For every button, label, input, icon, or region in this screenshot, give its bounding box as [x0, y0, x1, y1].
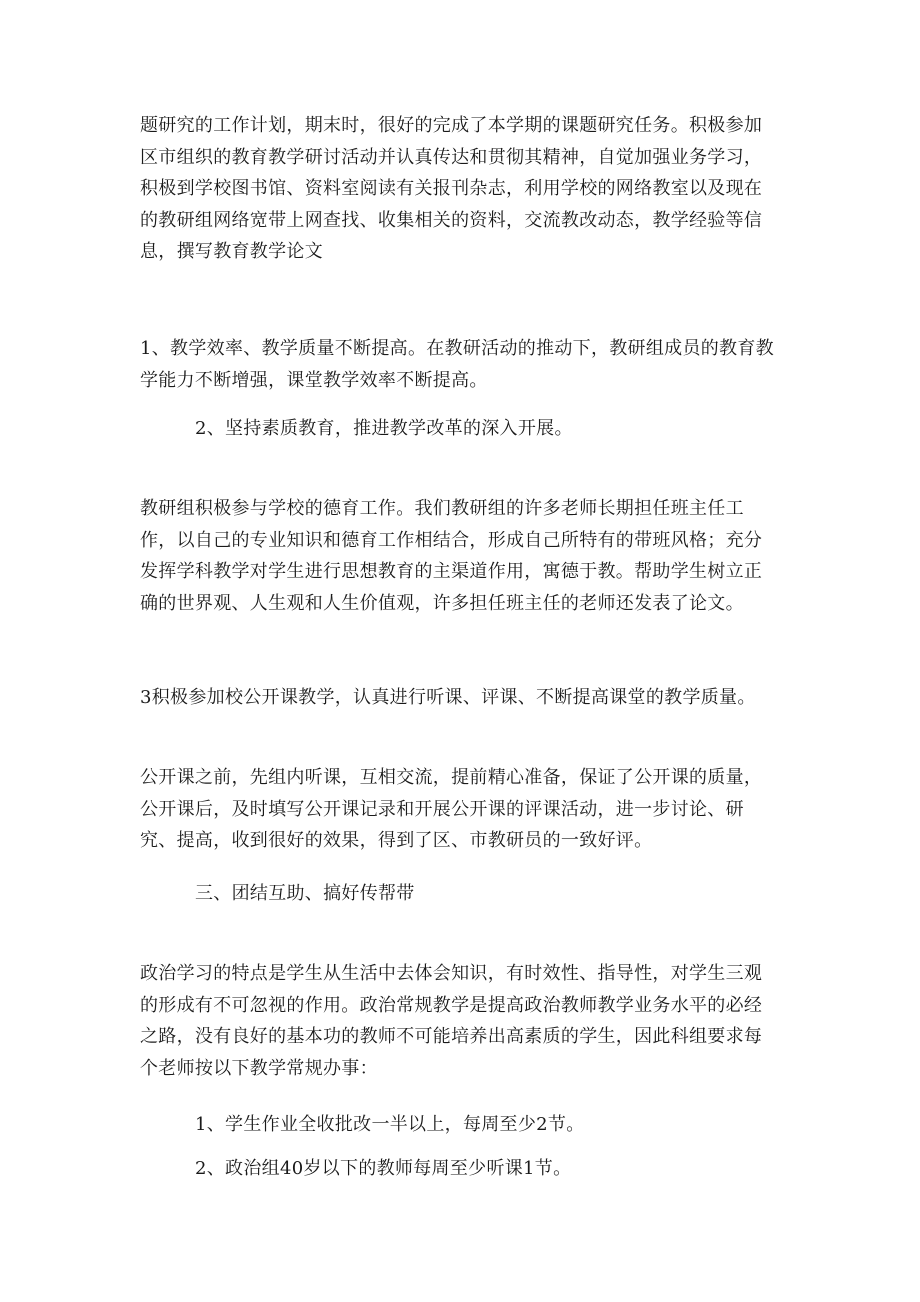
section-heading-mutual-help: 三、团结互助、搞好传帮带 [195, 883, 415, 904]
paragraph-open-class: 3积极参加校公开课教学，认真进行听课、评课、不断提高课堂的教学质量。 [140, 687, 756, 708]
paragraph-politics-study: 政治学习的特点是学生从生活中去体会知识，有时效性、指导性，对学生三观的形成有不可忽视的作用。政治常规教学是提高政治教师教学业务水平的必经之路，没有良好的基本功的教师不可能培养出高素质的学生，因此科组要求每个老师按以下教学常规办事： [140, 963, 763, 1079]
list-item-lesson-observation: 2、政治组40岁以下的教师每周至少听课1节。 [195, 1158, 572, 1179]
paragraph-moral-education: 教研组积极参与学校的德育工作。我们教研组的许多老师长期担任班主任工作，以自己的专业知识和德育工作相结合，形成自己所特有的带班风格；充分发挥学科教学对学生进行思想教育的主渠道作用，寓德于教。帮助学生树立正确的世界观、人生观和人生价值观，许多担任班主任的老师还发表了论文。 [140, 498, 763, 614]
list-item-homework: 1、学生作业全收批改一半以上，每周至少2节。 [195, 1114, 585, 1135]
paragraph-quality-education: 2、坚持素质教育，推进教学改革的深入开展。 [195, 418, 573, 439]
paragraph-teaching-efficiency: 1、教学效率、教学质量不断提高。在教研活动的推动下，教研组成员的教育教学能力不断增强，课堂教学效率不断提高。 [140, 338, 774, 391]
paragraph-research-plan: 题研究的工作计划，期末时，很好的完成了本学期的课题研究任务。积极参加区市组织的教育教学研讨活动并认真传达和贯彻其精神，自觉加强业务学习，积极到学校图书馆、资料室阅读有关报刊杂志，利用学校的网络教室以及现在的教研组网络宽带上网查找、收集相关的资料，交流教改动态，教学经验等信息，撰写教育教学论文 [140, 115, 763, 262]
paragraph-open-class-detail: 公开课之前，先组内听课，互相交流，提前精心准备，保证了公开课的质量，公开课后，及时填写公开课记录和开展公开课的评课活动，进一步讨论、研究、提高，收到很好的效果，得到了区、市教研员的一致好评。 [140, 767, 763, 851]
